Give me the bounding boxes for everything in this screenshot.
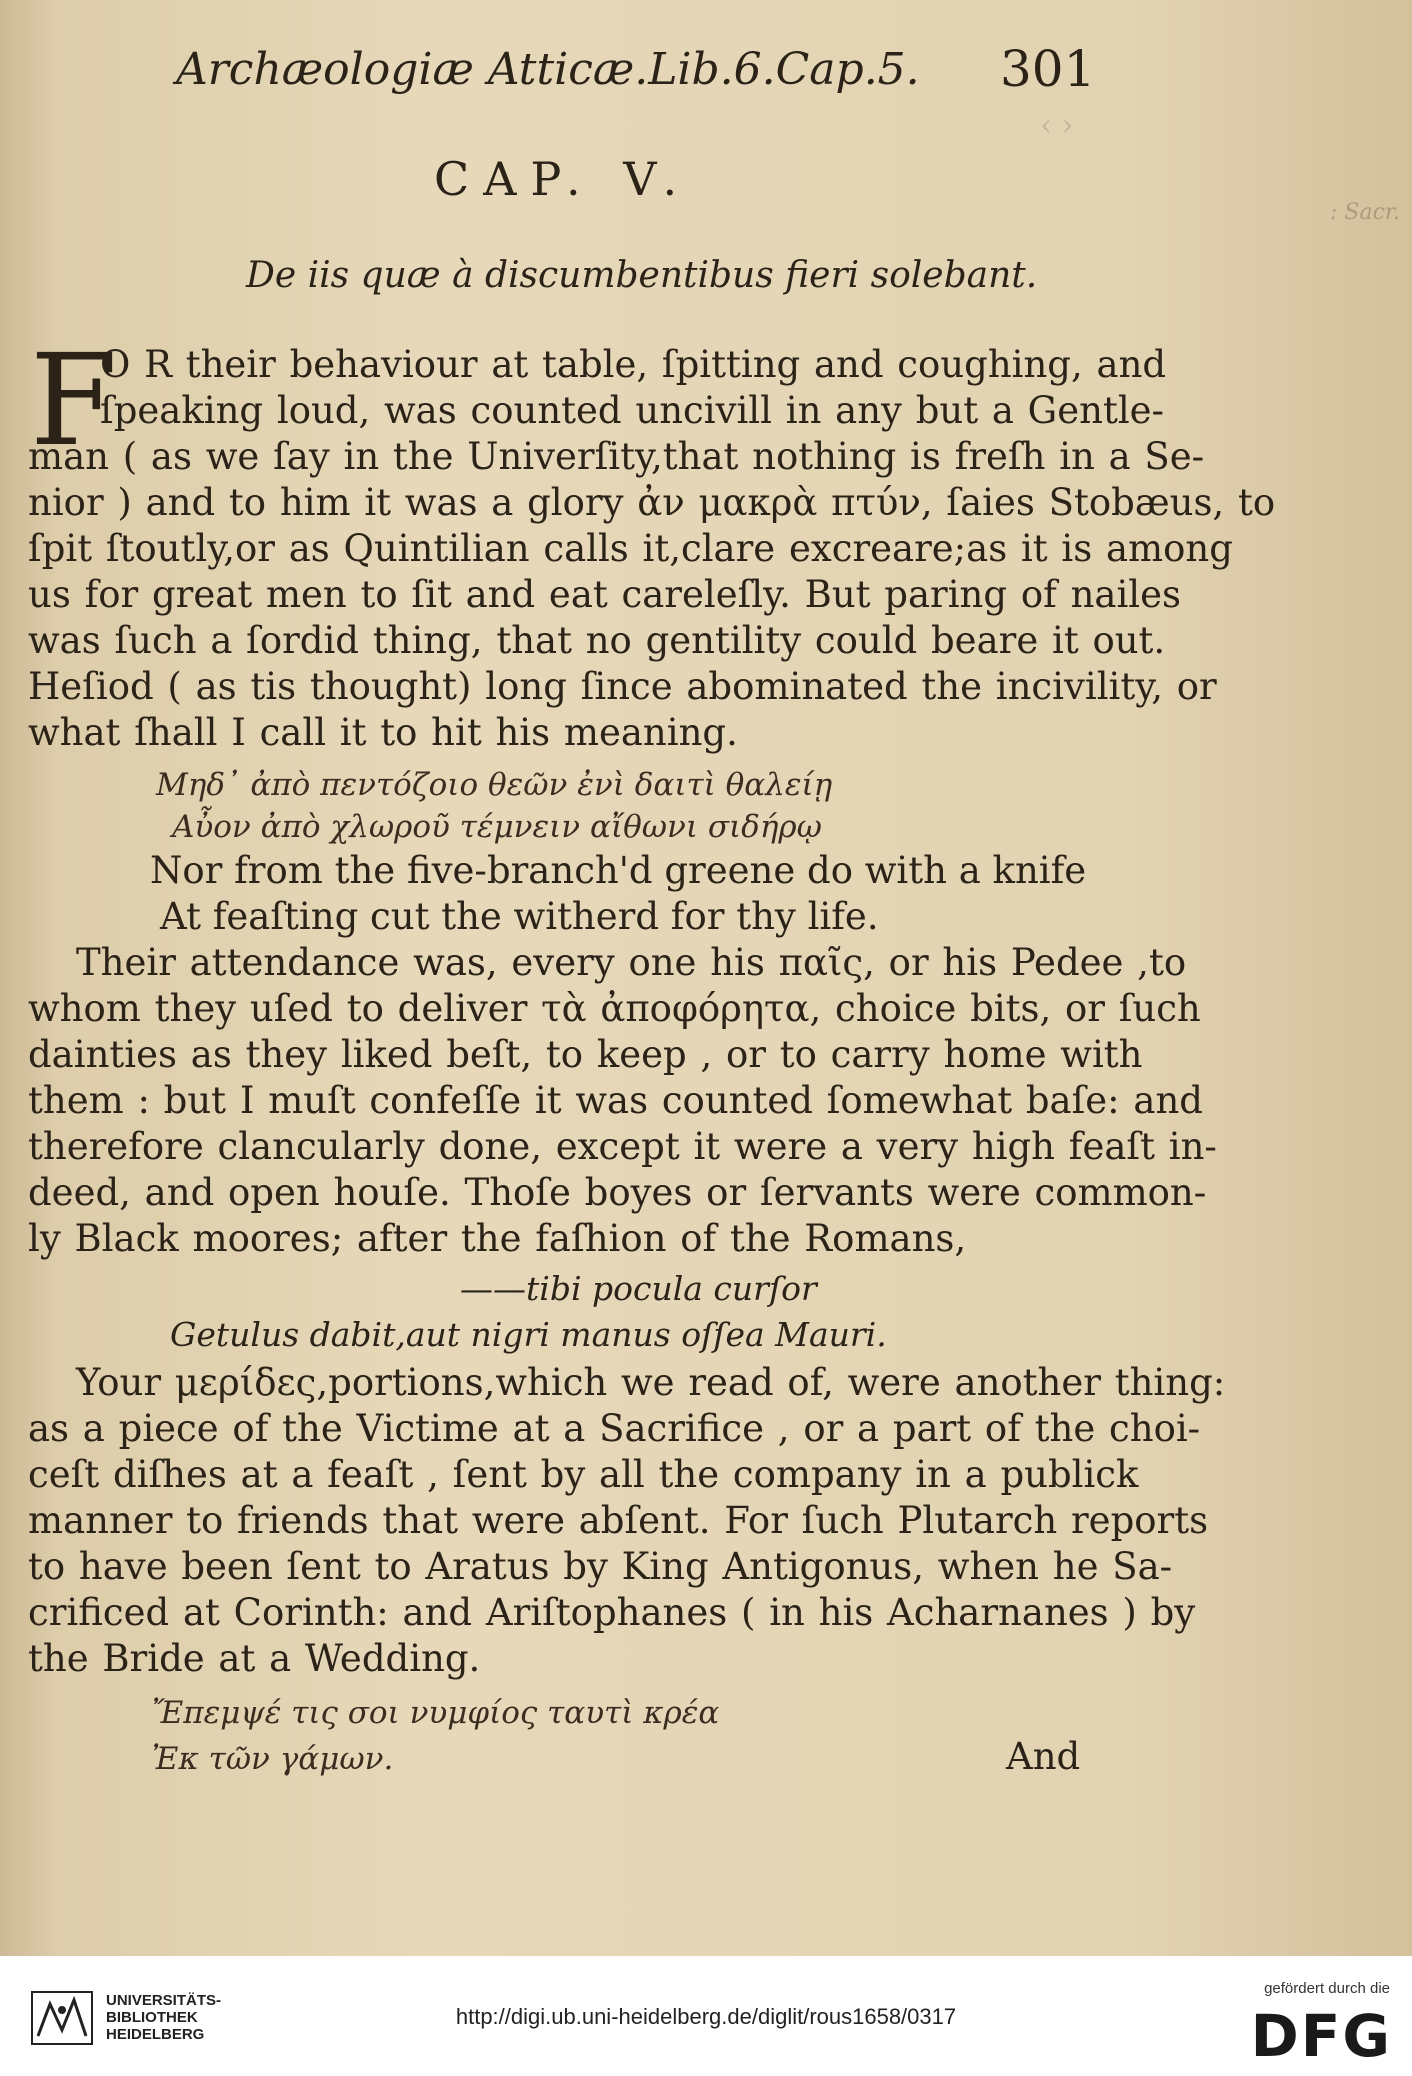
- footer-bar: [0, 1956, 1412, 2076]
- margin-note-mark: : Sacr.: [1330, 200, 1401, 225]
- text-line: manner to friends that were abſent. For ſuch Plutarch reports: [28, 1499, 1209, 1542]
- text-line: Your μερίδες,portions,which we read of, were another thing:: [76, 1361, 1226, 1404]
- verse-line: At feaſting cut the witherd for thy life.: [160, 895, 879, 938]
- greek-verse-line: Ἔπεμψέ τις σοι νυμφίος ταυτὶ κρέα: [152, 1695, 720, 1731]
- text-line: ly Black moores; after the faſhion of the Romans,: [28, 1217, 967, 1260]
- text-line: ceſt diſhes at a feaſt , ſent by all the company in a publick: [28, 1453, 1139, 1496]
- chapter-title: CAP. V.: [434, 152, 692, 206]
- text-line: was ſuch a ſordid thing, that no gentility could beare it out.: [28, 619, 1166, 662]
- greek-verse-line: Ἐκ τῶν γάμων.: [152, 1741, 394, 1777]
- latin-verse-line: ——tibi pocula curſor: [460, 1269, 817, 1308]
- text-line: what ſhall I call it to hit his meaning.: [28, 711, 738, 754]
- text-line: Heſiod ( as tis thought) long ſince abominated the incivility, or: [28, 665, 1217, 708]
- greek-verse-line: Μηδ᾽ ἀπὸ πεντόζοιο θεῶν ἐνὶ δαιτὶ θαλείῃ: [156, 767, 833, 803]
- latin-verse-line: Getulus dabit,aut nigri manus oſſea Mauri.: [170, 1315, 887, 1354]
- dfg-logo: DFG: [1250, 2002, 1392, 2070]
- chapter-subtitle: De iis quæ à discumbentibus fieri solebant.: [246, 255, 1038, 296]
- text-line: the Bride at a Wedding.: [28, 1637, 481, 1680]
- text-line: nior ) and to him it was a glory ἀν μακρὰ πτύν, ſaies Stobæus, to: [28, 481, 1276, 524]
- text-line: whom they uſed to deliver τὰ ἀποφόρητα, choice bits, or ſuch: [28, 987, 1201, 1030]
- text-line: ſpeaking loud, was counted uncivill in any but a Gentle-: [100, 389, 1165, 432]
- drop-cap: F: [30, 327, 118, 474]
- text-line: deed, and open houſe. Thoſe boyes or ſervants were common-: [28, 1171, 1207, 1214]
- text-line: us for great men to ſit and eat careleſly. But paring of nailes: [28, 573, 1182, 616]
- permalink-url[interactable]: http://digi.ub.uni-heidelberg.de/diglit/rous1658/0317: [455, 2004, 957, 2029]
- text-line: O R their behaviour at table, ſpitting and coughing, and: [100, 343, 1167, 386]
- catchword: And: [1006, 1735, 1081, 1778]
- text-line: crificed at Corinth: and Ariſtophanes ( in his Acharnanes ) by: [28, 1591, 1196, 1634]
- text-line: dainties as they liked beſt, to keep , or to carry home with: [28, 1033, 1143, 1076]
- text-line: as a piece of the Victime at a Sacrifice , or a part of the choi-: [28, 1407, 1201, 1450]
- page-number: 301: [1000, 40, 1096, 98]
- greek-verse-line: Αὖον ἀπὸ χλωροῦ τέμνειν αἴθωνι σιδήρῳ: [172, 809, 822, 845]
- text-line: them : but I muſt confeſſe it was counted ſomewhat baſe: and: [28, 1079, 1203, 1122]
- library-name: UNIVERSITÄTS- BIBLIOTHEK HEIDELBERG: [106, 1992, 222, 2043]
- text-line: man ( as we ſay in the Univerſity,that nothing is freſh in a Se-: [28, 435, 1205, 478]
- verse-line: Nor from the five-branch'd greene do with a knife: [150, 849, 1087, 892]
- text-line: Their attendance was, every one his παῖς, or his Pedee ,to: [76, 941, 1187, 984]
- text-line: ſpit ſtoutly,or as Quintilian calls it,clare excreare;as it is among: [28, 527, 1233, 570]
- bleed-through-text: ‹ ›: [1040, 108, 1074, 143]
- funding-label: gefördert durch die: [1264, 1980, 1390, 1997]
- running-header: Archæologiæ Atticæ.Lib.6.Cap.5.: [176, 44, 920, 95]
- text-line: therefore clancularly done, except it were a very high feaſt in-: [28, 1125, 1217, 1168]
- text-line: to have been ſent to Aratus by King Antigonus, when he Sa-: [28, 1545, 1173, 1588]
